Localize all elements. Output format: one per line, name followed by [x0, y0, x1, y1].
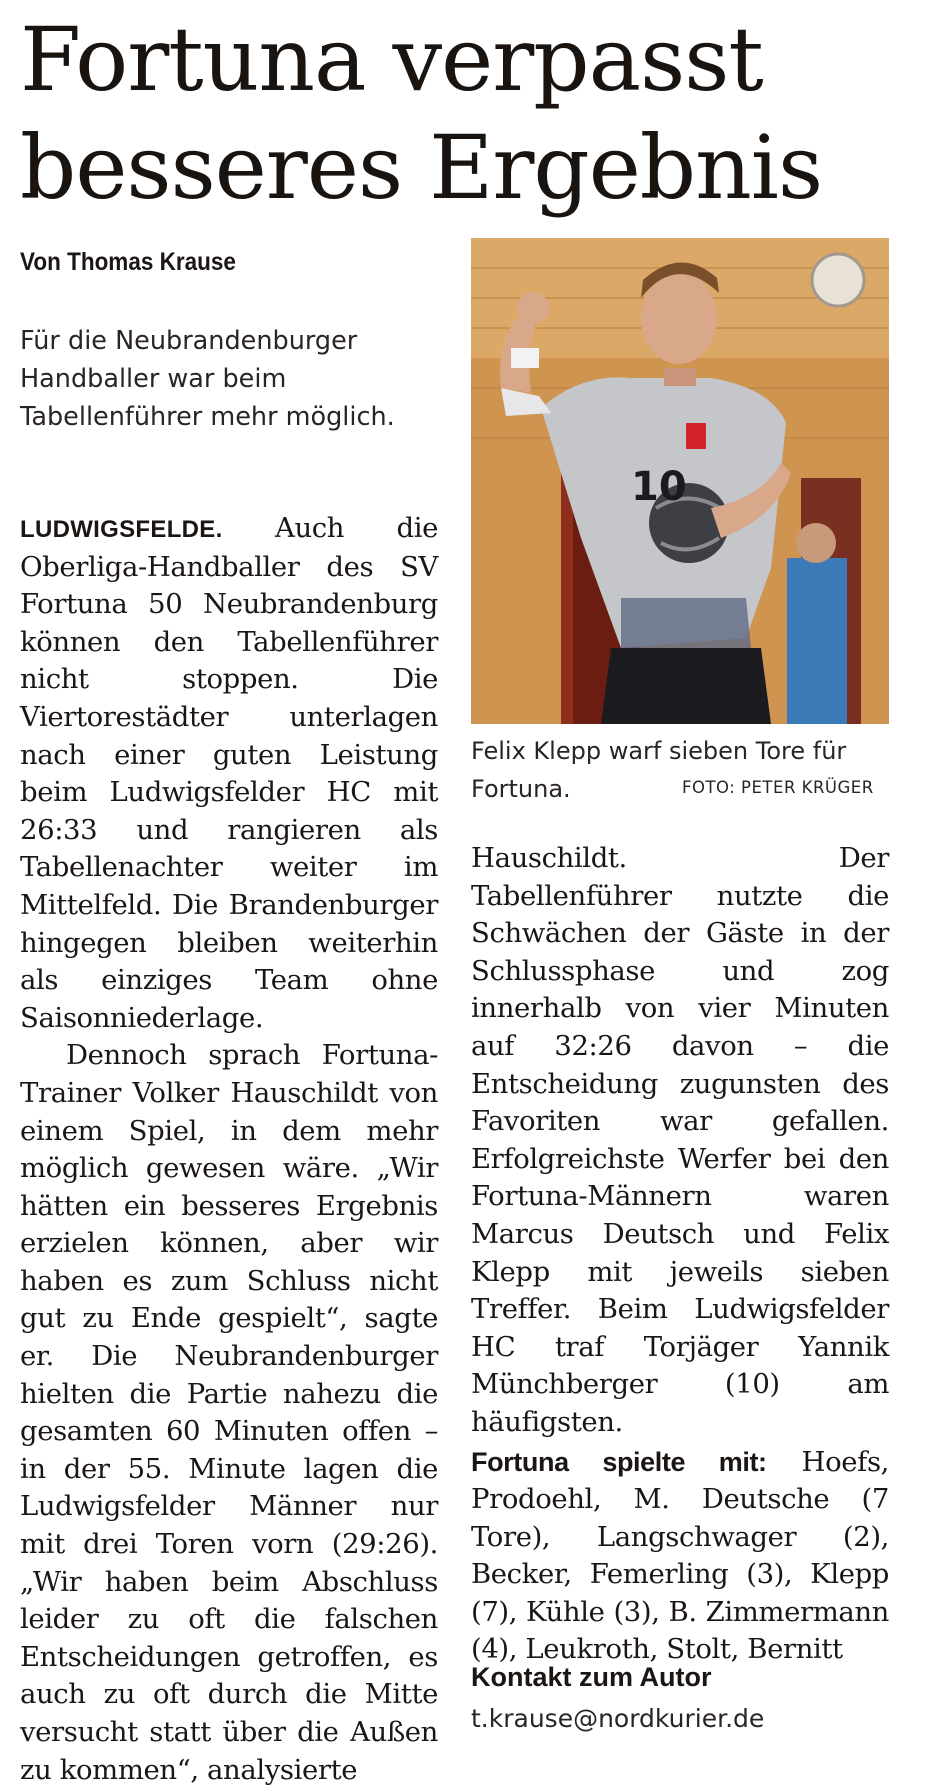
teaser-text: Für die Neubrandenburger Handballer war beim Tabellenführer mehr möglich. [20, 326, 395, 432]
paragraph-3: Hauschildt. Der Tabellenführer nutzte die Schwächen der Gäste in der Schlussphase und zog innerhalb von vier Minuten auf 32:26 davon – die Entscheidung zugunsten des Favoriten war gefallen. Erfolgreichste Werfer bei den Fortuna-Männern waren Marcus Deutsch und Felix Klepp mit jeweils sieben Treffer. Beim Ludwigsfelder HC traf Torjäger Yannik Münchberger (10) am häufigsten. [471, 842, 889, 1438]
teaser [20, 322, 440, 436]
paragraph-1 [20, 510, 438, 1037]
lineup [471, 1444, 889, 1670]
headline: Fortuna verpasst besseres Ergebnis [20, 8, 823, 219]
photo-credit: FOTO: PETER KRÜGER [682, 778, 874, 797]
contact-email-link[interactable]: t.krause@nordkurier.de [471, 1704, 765, 1733]
photo-caption-text: Felix Klepp warf sieben Tore für Fortuna. [471, 737, 847, 803]
dateline: LUDWIGSFELDE. [20, 516, 223, 543]
article-photo [471, 238, 889, 724]
paragraph-2: Dennoch sprach Fortuna-Trainer Volker Hauschildt von einem Spiel, in dem mehr möglich gewesen wäre. „Wir hätten ein besseres Ergebnis erzielen können, aber wir haben es zum Schluss nicht gut zu Ende gespielt“, sagte er. Die Neubrandenburger hielten die Partie nahezu die gesamten 60 Minuten offen – in der 55. Minute lagen die Ludwigsfelder Männer nur mit drei Toren vorn (29:26). „Wir haben beim Abschluss leider zu oft die falschen Entscheidungen getroffen, es auch zu oft durch die Mitte versucht statt über die Außen zu kommen“, analysierte [20, 1039, 438, 1786]
article-column-left [20, 510, 438, 1789]
jersey-number: 10 [631, 464, 687, 510]
paragraph-1-text: Auch die Oberliga-Handballer des SV Fortuna 50 Neubrandenburg können den Tabellenführer nicht stoppen. Die Viertorestädter unterlagen nach einer guten Leistung beim Ludwigsfelder HC mit 26:33 und rangieren als Tabellenachter weiter im Mittelfeld. Die Brandenburger hingegen bleiben weiterhin als einziges Team ohne Saisonniederlage. [20, 512, 438, 1034]
contact-heading: Kontakt zum Autor [471, 1662, 712, 1692]
lineup-label: Fortuna spielte mit: [471, 1446, 767, 1477]
handball-player-photo [471, 238, 889, 724]
article-column-right [471, 840, 889, 1669]
byline: Von Thomas Krause [20, 248, 236, 276]
lineup-text: Hoefs, Prodoehl, M. Deutsche (7 Tore), Langschwager (2), Becker, Femerling (3), Klepp (7), Kühle (3), B. Zimmermann (4), Leukroth, Stolt, Bernitt [471, 1445, 889, 1666]
